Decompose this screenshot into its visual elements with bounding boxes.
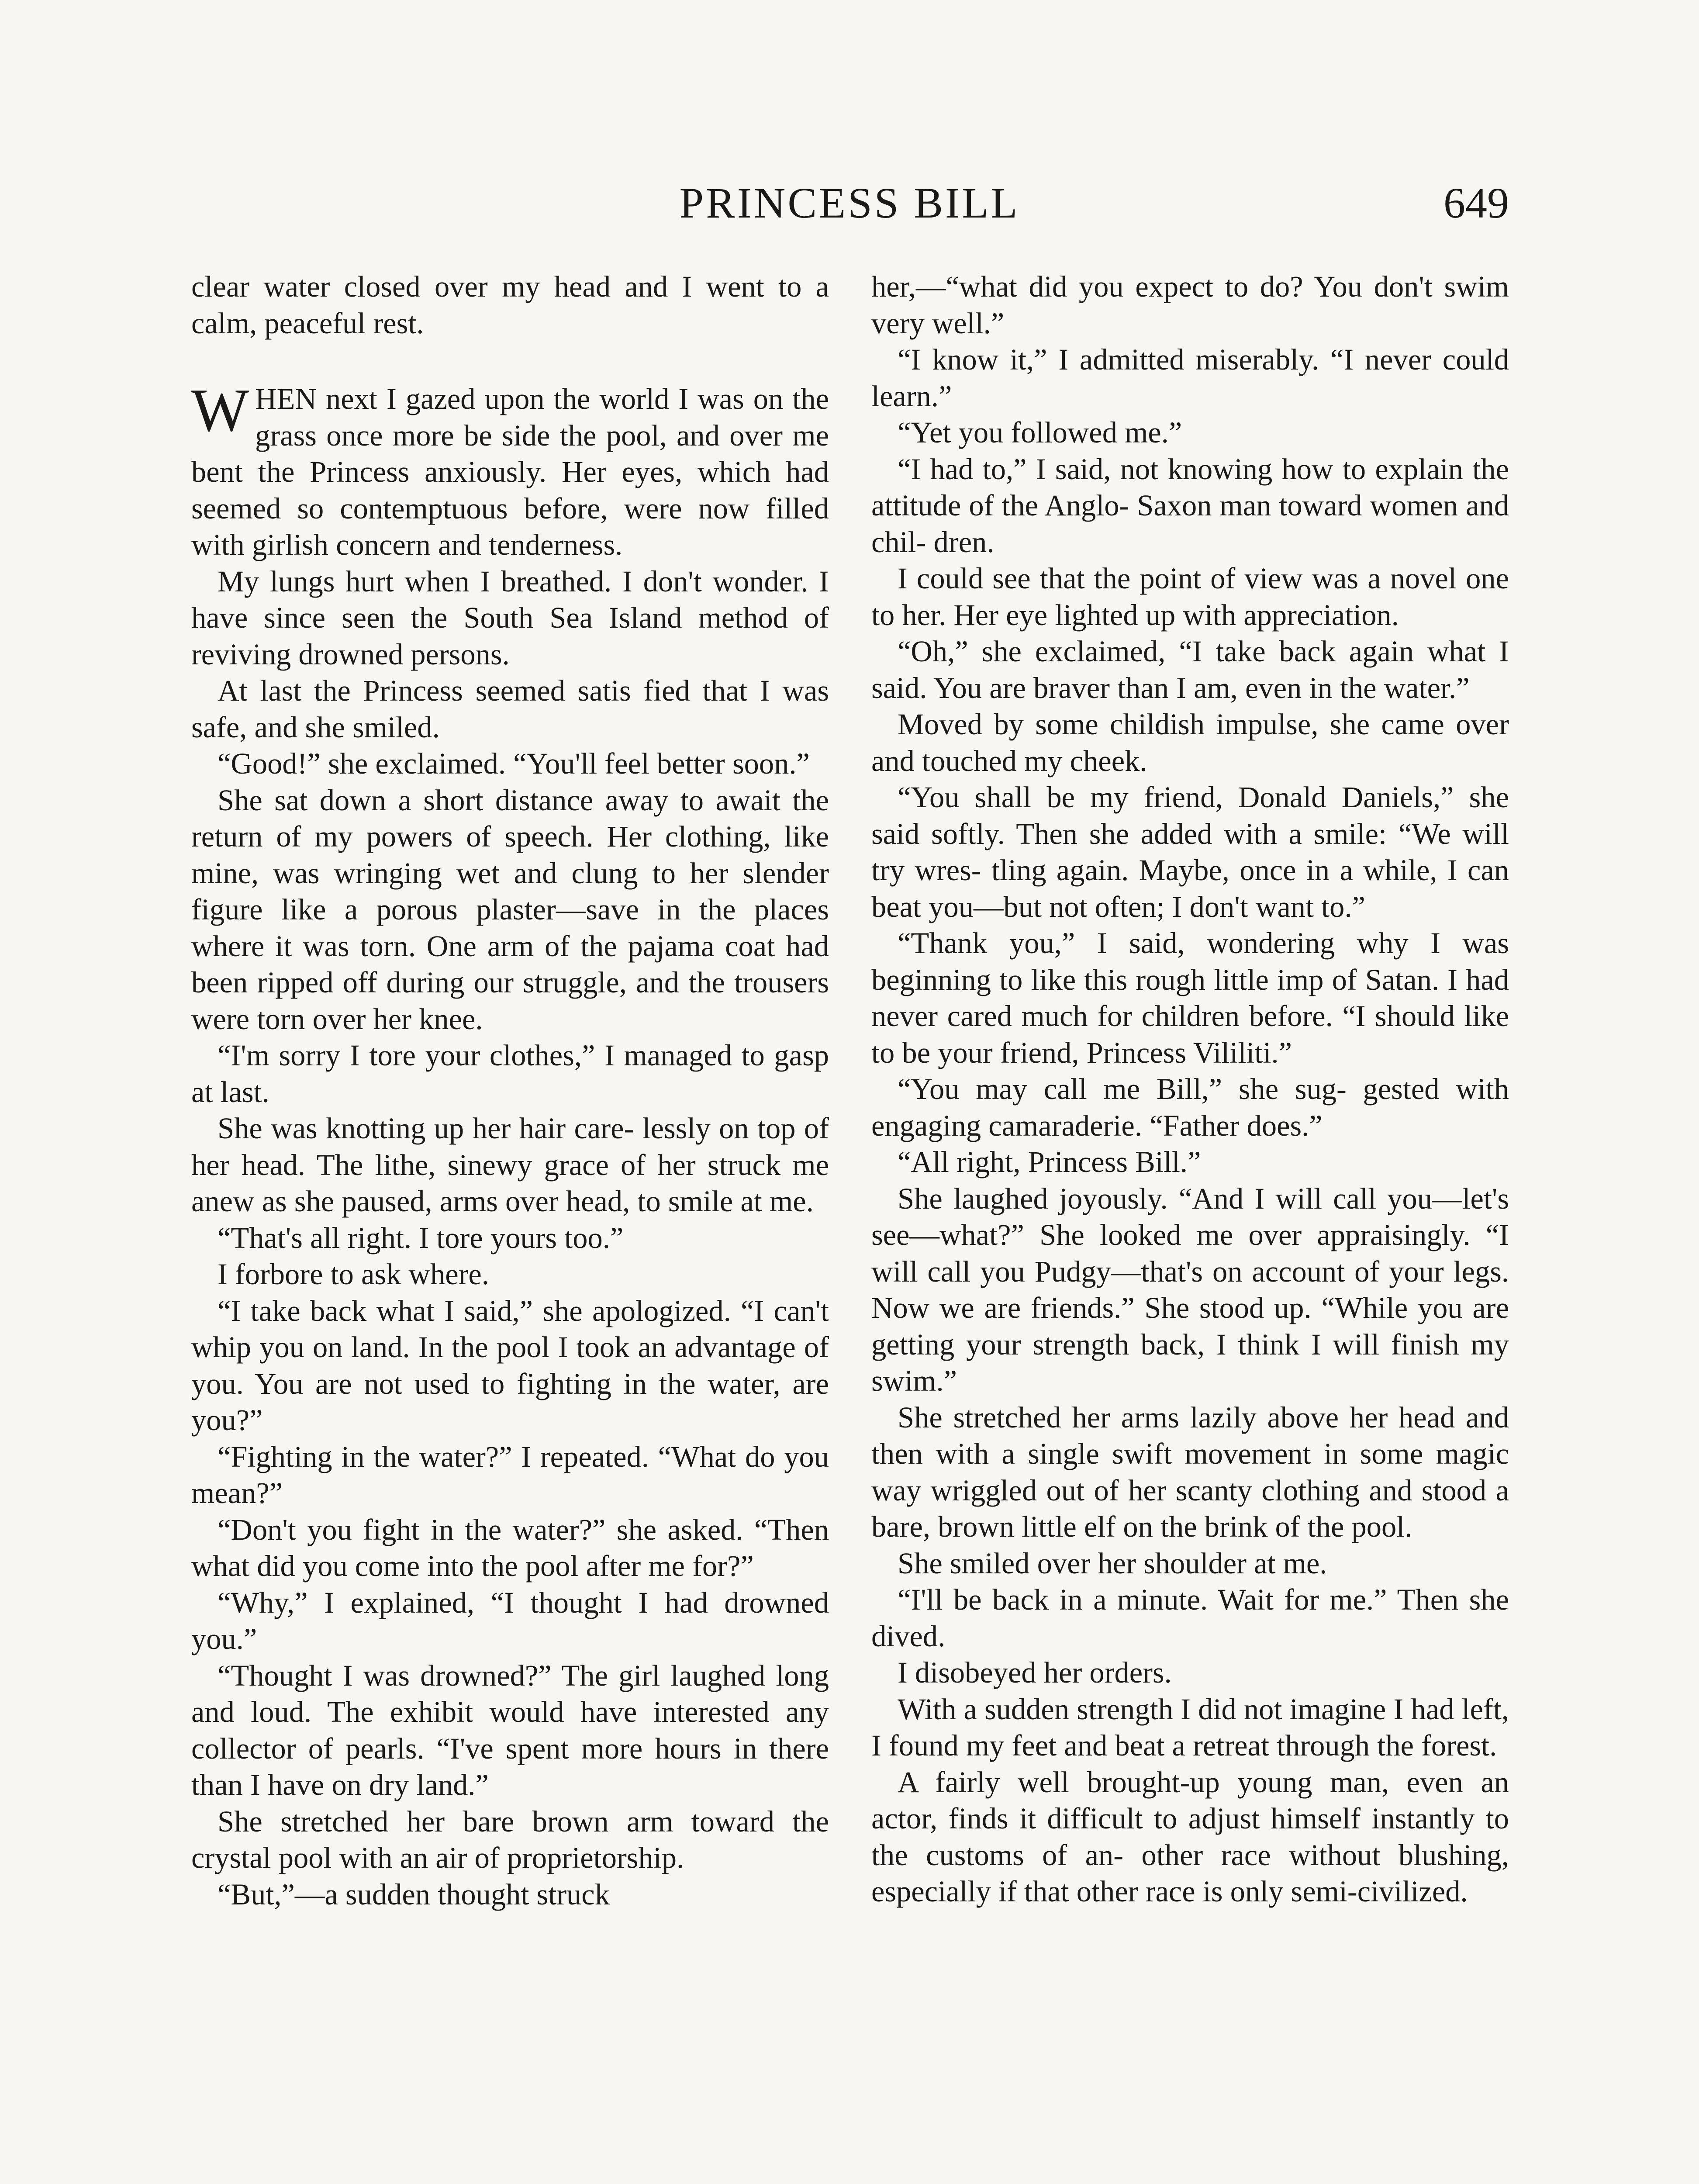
paragraph: “You may call me Bill,” she sug- gested with engaging camaraderie. “Father does.” (871, 1072, 1509, 1142)
paragraph: She sat down a short distance away to await the return of my powers of speech. Her clothing, like mine, was wringing wet and clung to her slender figure like a porous plaster—save in the places where it was torn. One arm of the pajama coat had been ripped off during our struggle, and the trousers were torn over her knee. (191, 783, 829, 1036)
paragraph: Moved by some childish impulse, she came over and touched my cheek. (871, 708, 1509, 778)
paragraph: her,—“what did you expect to do? You don't swim very well.” (871, 270, 1509, 340)
paragraph: “Good!” she exclaimed. “You'll feel better soon.” (218, 747, 810, 780)
paragraph-text: HEN next I gazed upon the world I was on the grass once more be side the pool, and over me bent the Princess anxiously. Her eyes, which had seemed so contemptuous before, were now filled with girlish concern and tenderness. (191, 382, 829, 561)
paragraph: “I had to,” I said, not knowing how to explain the attitude of the Anglo- Saxon man toward women and chil- dren. (871, 452, 1509, 559)
paragraph: At last the Princess seemed satis fied that I was safe, and she smiled. (191, 674, 829, 744)
paragraph: My lungs hurt when I breathed. I don't wonder. I have since seen the South Sea Island method of reviving drowned persons. (191, 564, 829, 671)
paragraph: “Don't you fight in the water?” she asked. “Then what did you come into the pool after me for?” (191, 1513, 829, 1583)
paragraph: “Oh,” she exclaimed, “I take back again what I said. You are braver than I am, even in the water.” (871, 635, 1509, 705)
page-header (190, 177, 1509, 234)
paragraph: “I'll be back in a minute. Wait for me.” Then she dived. (871, 1583, 1509, 1653)
paragraph: “That's all right. I tore yours too.” (218, 1221, 624, 1254)
left-column (191, 269, 829, 1913)
paragraph: “You shall be my friend, Donald Daniels,” she said softly. Then she added with a smile: “We will try wres- tling again. Maybe, once in a while, I can beat you—but not often; I don't want to.” (871, 781, 1509, 923)
paragraph: I could see that the point of view was a novel one to her. Her eye lighted up with appreciation. (871, 562, 1509, 632)
paragraph: A fairly well brought-up young man, even an actor, finds it difficult to adjust himself instantly to the customs of an- other race without blushing, especially if that other race is only semi-civilized. (871, 1765, 1509, 1908)
paragraph: I disobeyed her orders. (898, 1656, 1172, 1689)
paragraph: “I know it,” I admitted miserably. “I never could learn.” (871, 343, 1509, 413)
page-number: 649 (1443, 179, 1509, 227)
drop-cap: W (191, 377, 249, 444)
paragraph: “Thought I was drowned?” The girl laughed long and loud. The exhibit would have interested any collector of pearls. “I've spent more hours in there than I have on dry land.” (191, 1659, 829, 1801)
paragraph: “I'm sorry I tore your clothes,” I managed to gasp at last. (191, 1039, 829, 1109)
paragraph: With a sudden strength I did not imagine I had left, I found my feet and beat a retreat through the forest. (871, 1692, 1509, 1762)
section-start-paragraph (191, 377, 829, 563)
paragraph: She stretched her bare brown arm toward the crystal pool with an air of proprietorship. (191, 1804, 829, 1874)
paragraph: She was knotting up her hair care- lessly on top of her head. The lithe, sinewy grace of her struck me anew as she paused, arms over head, to smile at me. (191, 1112, 829, 1218)
right-column (871, 269, 1509, 1910)
paragraph: “Why,” I explained, “I thought I had drowned you.” (191, 1586, 829, 1655)
running-title: PRINCESS BILL (679, 179, 1020, 227)
paragraph: “But,”—a sudden thought struck (218, 1877, 610, 1911)
paragraph: “Yet you followed me.” (898, 416, 1182, 449)
paragraph: She laughed joyously. “And I will call you—let's see—what?” She looked me over appraisingly. “I will call you Pudgy—that's on account of your legs. Now we are friends.” She stood up. “While you are getting your strength back, I think I will finish my swim.” (871, 1182, 1509, 1397)
paragraph: “Thank you,” I said, wondering why I was beginning to like this rough little imp of Satan. I had never cared much for children before. “I should like to be your friend, Princess Vililiti.” (871, 926, 1509, 1069)
paragraph: She stretched her arms lazily above her head and then with a single swift movement in some magic way wriggled out of her scanty clothing and stood a bare, brown little elf on the brink of the pool. (871, 1400, 1509, 1543)
paragraph: I forbore to ask where. (218, 1258, 489, 1291)
paragraph: “All right, Princess Bill.” (898, 1145, 1201, 1178)
paragraph: “I take back what I said,” she apologized. “I can't whip you on land. In the pool I took an advantage of you. You are not used to fighting in the water, are you?” (191, 1294, 829, 1437)
paragraph: “Fighting in the water?” I repeated. “What do you mean?” (191, 1440, 829, 1510)
paragraph: clear water closed over my head and I went to a calm, peaceful rest. (191, 270, 829, 340)
paragraph: She smiled over her shoulder at me. (898, 1546, 1327, 1580)
